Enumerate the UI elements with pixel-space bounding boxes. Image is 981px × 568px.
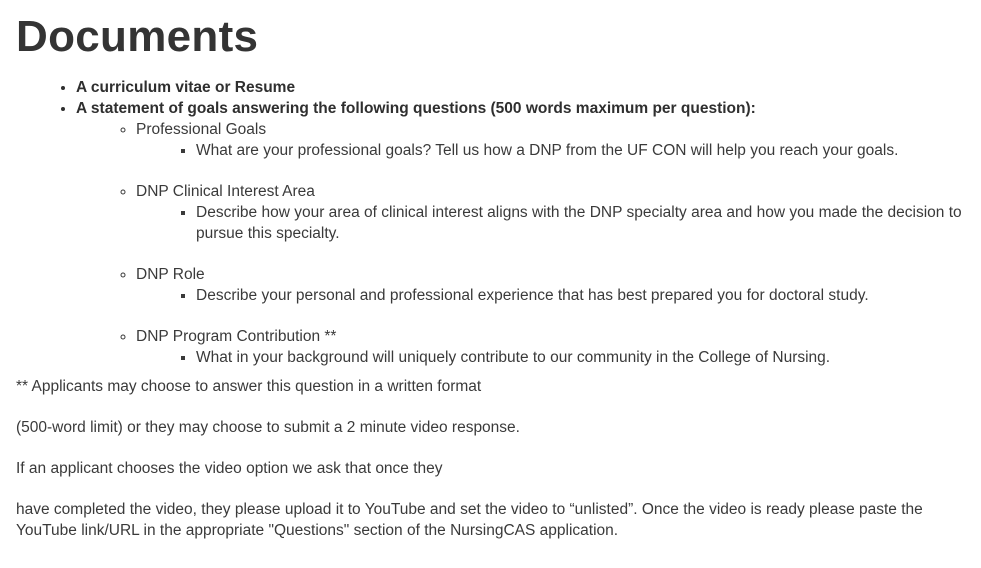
- note-paragraph: (500-word limit) or they may choose to submit a 2 minute video response.: [16, 419, 520, 436]
- question-label: Professional Goals: [136, 121, 267, 138]
- question-label: DNP Role: [136, 266, 205, 283]
- note-paragraph: ** Applicants may choose to answer this question in a written format: [16, 378, 482, 395]
- question-label: DNP Clinical Interest Area: [136, 183, 315, 200]
- question-detail-list: [136, 140, 965, 161]
- list-item-statement-of-goals: [76, 98, 965, 368]
- question-detail-list: [136, 347, 965, 368]
- list-item-text: A statement of goals answering the following questions (500 words maximum per question):: [76, 100, 756, 117]
- list-item-cv: [76, 77, 965, 98]
- question-detail-list: [136, 202, 965, 244]
- question-clinical-interest: [136, 181, 965, 244]
- note-paragraph: If an applicant chooses the video option we ask that once they: [16, 460, 443, 477]
- goal-questions-list: [76, 119, 965, 368]
- question-detail: ▪ Describe your personal and professional experience that has best prepared you for doctoral study.: [196, 285, 965, 306]
- note-paragraph: have completed the video, they please upload it to YouTube and set the video to “unlisted”. Once the video is ready please paste the YouTube link/URL in the appropriate "Questions" section of the NursingCAS application.: [16, 501, 923, 539]
- question-professional-goals: [136, 119, 965, 161]
- question-detail: ▪ What are your professional goals? Tell us how a DNP from the UF CON will help you reach your goals.: [196, 140, 965, 161]
- question-detail: ▪ Describe how your area of clinical interest aligns with the DNP specialty area and how you made the decision to pursue this specialty.: [196, 202, 965, 244]
- question-dnp-role: [136, 264, 965, 306]
- question-detail: ▪ What in your background will uniquely contribute to our community in the College of Nursing.: [196, 347, 965, 368]
- page-title: Documents: [16, 12, 259, 61]
- question-program-contribution: [136, 326, 965, 368]
- question-label: DNP Program Contribution **: [136, 328, 337, 345]
- list-item-text: A curriculum vitae or Resume: [76, 79, 296, 96]
- requirements-list: [16, 77, 965, 368]
- question-detail-list: [136, 285, 965, 306]
